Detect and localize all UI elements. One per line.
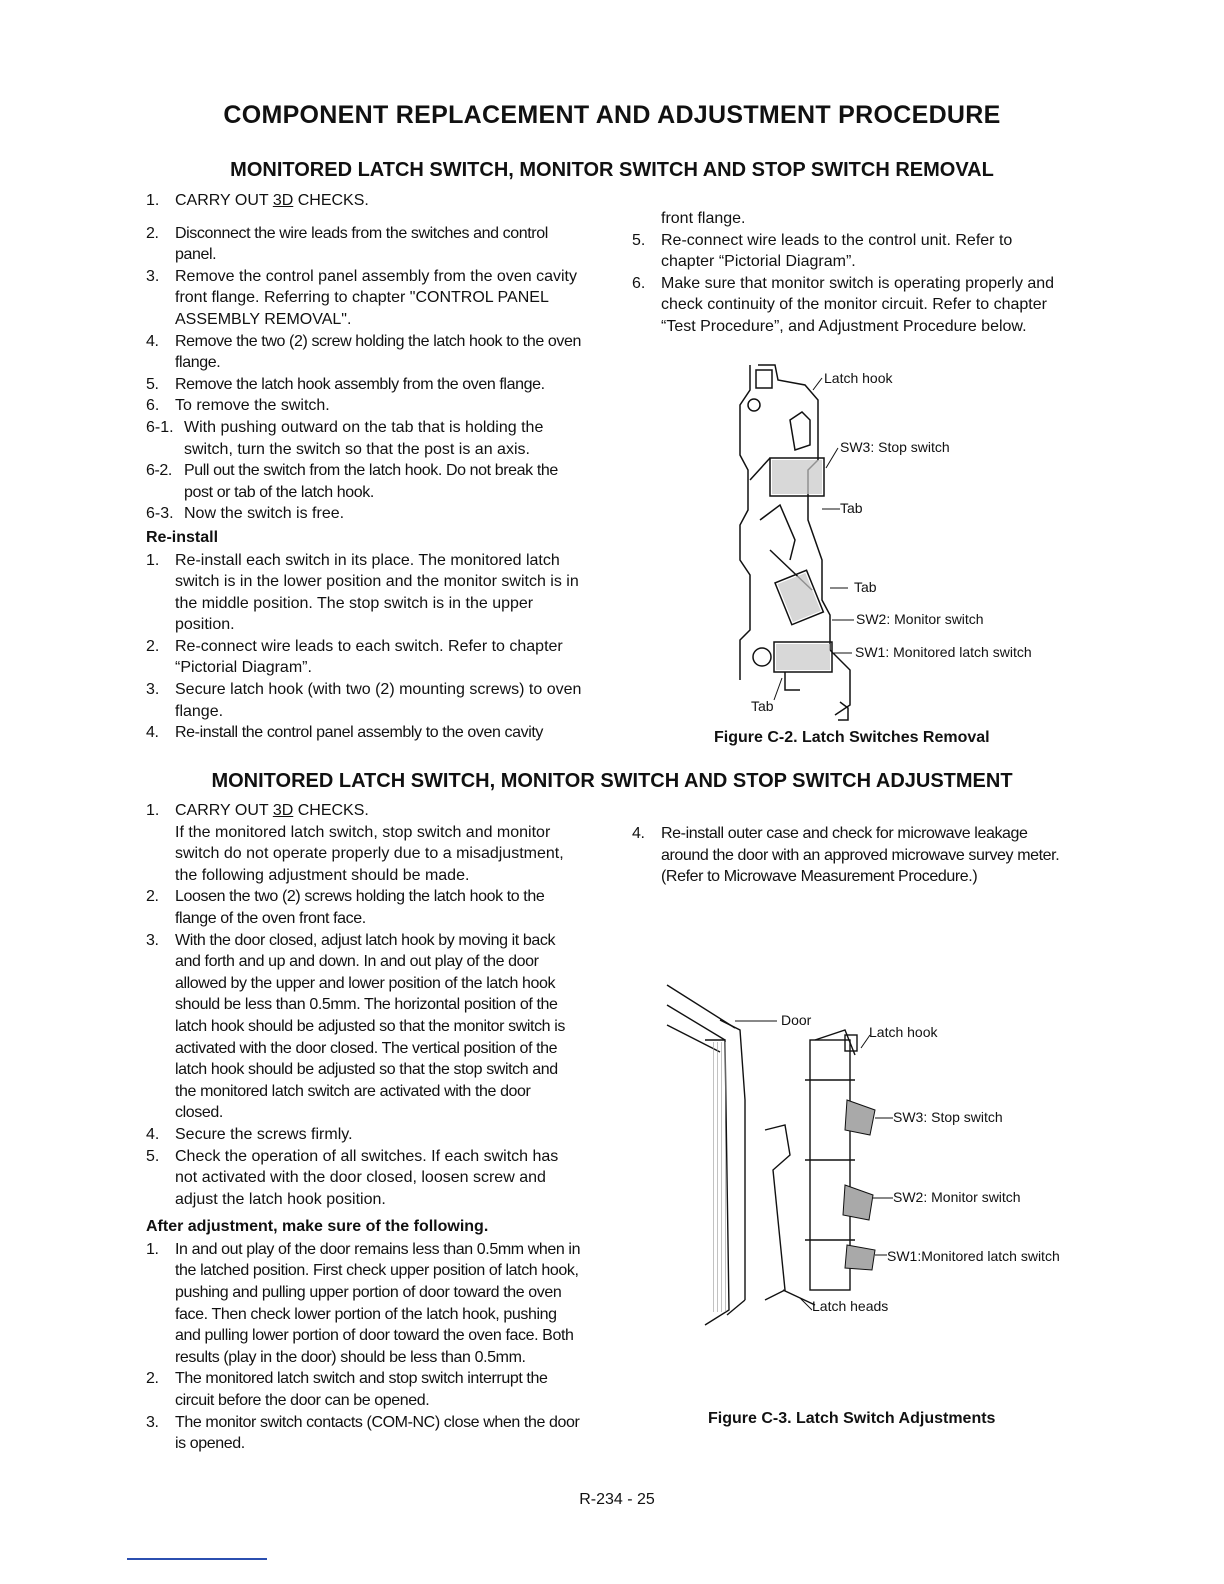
fig2-sw2-label: SW2: Monitor switch <box>856 611 984 627</box>
adjustment-step-r4: 4. Re-install outer case and check for microwave leakage around the door with an approved microwave survey meter. (Refer to Microwave Measurement Procedure.) <box>632 825 1060 886</box>
removal-step-6-3: 6-3. Now the switch is free. <box>146 505 345 523</box>
fig3-latch-hook-label: Latch hook <box>869 1024 938 1040</box>
fig3-latch-heads-label: Latch heads <box>812 1298 889 1314</box>
fig2-tab2-label: Tab <box>854 579 877 595</box>
fig2-tab3-label: Tab <box>751 698 774 714</box>
figure-c3-caption: Figure C-3. Latch Switch Adjustments <box>708 1410 996 1427</box>
adjustment-step-5: 5. Check the operation of all switches. If each switch has not activated with the door closed, loosen screw and adjust the latch hook position. <box>146 1147 559 1208</box>
removal-step-6: 6. To remove the switch. <box>146 397 330 415</box>
adjustment-left-column <box>146 800 582 1455</box>
removal-step-r6: 6. Make sure that monitor switch is operating properly and check continuity of the monitor circuit. Refer to chapter “Test Procedure”, and Adjustment Procedure below. <box>632 274 1055 335</box>
removal-continuation: front flange. <box>661 210 746 227</box>
removal-step-5: 5. Remove the latch hook assembly from the oven flange. <box>146 375 545 393</box>
reinstall-step-3: 3. Secure latch hook (with two (2) mounting screws) to oven flange. <box>146 681 582 720</box>
adjustment-step-1: 1. CARRY OUT 3D CHECKS. <box>146 802 369 819</box>
page-number: R-234 - 25 <box>579 1491 655 1508</box>
fig3-sw2-label: SW2: Monitor switch <box>893 1189 1021 1205</box>
after-step-2: 2. The monitored latch switch and stop switch interrupt the circuit before the door can be opened. <box>146 1370 548 1410</box>
adjustment-step-3: 3. With the door closed, adjust latch hook by moving it back and forth and up and down. In and out play of the door allowed by the upper and lower position of the latch hook should be less than 0.5mm. The horizontal position of the latch hook should be adjusted so that the monitor switch is activated with the door closed. The vertical position of the latch hook should be adjusted so that the stop switch and the monitored latch switch are activated with the door closed. <box>146 931 565 1122</box>
page-title: COMPONENT REPLACEMENT AND ADJUSTMENT PROCEDURE <box>223 101 1001 129</box>
after-adjustment-heading: After adjustment, make sure of the following. <box>146 1218 489 1236</box>
footer-rule <box>127 1558 267 1560</box>
adjustment-heading: MONITORED LATCH SWITCH, MONITOR SWITCH AND STOP SWITCH ADJUSTMENT <box>211 770 1013 792</box>
removal-left-column <box>146 190 589 744</box>
adjustment-note: If the monitored latch switch, stop switch and monitor switch do not operate properly due to a misadjustment, the following adjustment should be made. <box>175 823 564 884</box>
removal-heading: MONITORED LATCH SWITCH, MONITOR SWITCH AND STOP SWITCH REMOVAL <box>230 159 994 181</box>
adjustment-right-column <box>632 823 1072 888</box>
fig2-sw1-label: SW1: Monitored latch switch <box>855 644 1032 660</box>
after-step-1: 1. In and out play of the door remains less than 0.5mm when in the latched position. First check upper position of latch hook, pushing and pulling upper portion of door toward the oven face. Then check lower portion of the latch hook, pushing and pulling lower portion of door toward the oven face. Both results (play in the door) should be less than 0.5mm. <box>146 1240 581 1366</box>
fig3-sw3-label: SW3: Stop switch <box>893 1109 1003 1125</box>
removal-step-6-2: 6-2. Pull out the switch from the latch hook. Do not break the post or tab of the latch hook. <box>146 462 558 501</box>
latch-switch-adjustment-diagram <box>665 980 895 1335</box>
removal-step-1: 1. CARRY OUT 3D CHECKS. <box>146 192 369 209</box>
fig2-sw3-label: SW3: Stop switch <box>840 439 950 455</box>
removal-step-4: 4. Remove the two (2) screw holding the latch hook to the oven flange. <box>146 332 581 372</box>
reinstall-heading: Re-install <box>146 528 219 546</box>
reinstall-step-2: 2. Re-connect wire leads to each switch. Refer to chapter “Pictorial Diagram”. <box>146 637 563 677</box>
removal-step-6-1: 6-1. With pushing outward on the tab that is holding the switch, turn the switch so that the post is an axis. <box>146 418 544 458</box>
removal-step-r5: 5. Re-connect wire leads to the control unit. Refer to chapter “Pictorial Diagram”. <box>632 231 1013 271</box>
adjustment-step-4: 4. Secure the screws firmly. <box>146 1125 353 1143</box>
latch-switches-removal-diagram <box>730 360 870 722</box>
fig3-door-label: Door <box>781 1012 812 1028</box>
adjustment-step-2: 2. Loosen the two (2) screws holding the latch hook to the flange of the oven front face. <box>146 888 545 927</box>
removal-step-2: 2. Disconnect the wire leads from the switches and control panel. <box>146 224 548 264</box>
fig2-latch-hook-label: Latch hook <box>824 370 893 386</box>
removal-right-column <box>632 208 1068 338</box>
reinstall-step-4: 4. Re-install the control panel assembly to the oven cavity <box>146 724 544 742</box>
fig3-sw1-label: SW1:Monitored latch switch <box>887 1248 1060 1264</box>
figure-c2-caption: Figure C-2. Latch Switches Removal <box>714 729 990 746</box>
removal-step-3: 3. Remove the control panel assembly from the oven cavity front flange. Referring to chapter "CONTROL PANEL ASSEMBLY REMOVAL". <box>146 267 577 328</box>
fig2-tab1-label: Tab <box>840 500 863 516</box>
reinstall-step-1: 1. Re-install each switch in its place. The monitored latch switch is in the lower position and the monitor switch is in the middle position. The stop switch is in the upper position. <box>146 551 579 634</box>
after-step-3: 3. The monitor switch contacts (COM-NC) close when the door is opened. <box>146 1413 580 1453</box>
